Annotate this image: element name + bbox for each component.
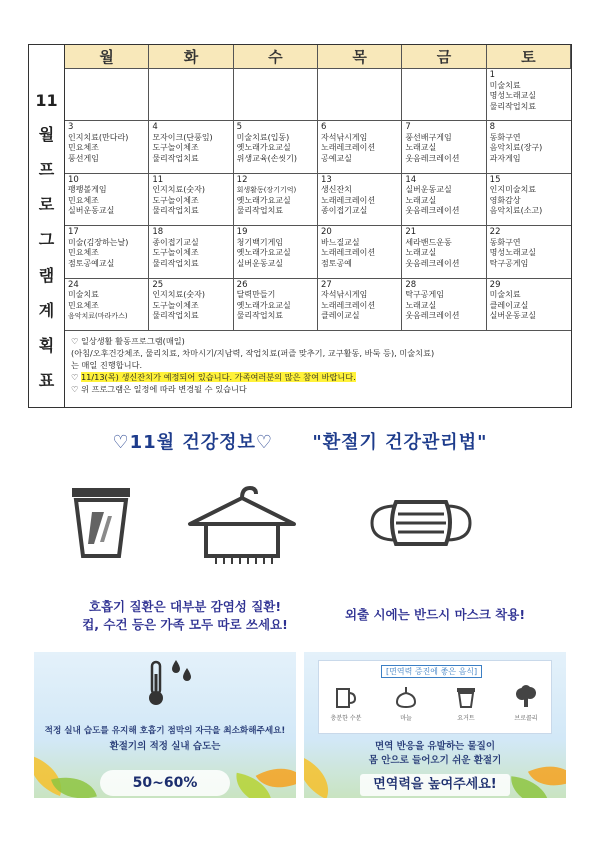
cell-date: 26 — [236, 279, 248, 290]
schedule-cell — [318, 226, 402, 278]
schedule-cell — [318, 69, 402, 121]
food-label: 마늘 — [400, 715, 412, 722]
cell-date: 28 — [405, 279, 417, 290]
activity-item: 도구놀이체조 — [152, 195, 199, 205]
schedule-cell — [149, 121, 233, 173]
schedule-notes — [65, 331, 571, 407]
side-char: 프 — [38, 160, 55, 180]
activity-item: 인지미술치료 — [489, 185, 537, 195]
schedule-cell — [402, 279, 486, 331]
cell-date: 21 — [405, 227, 417, 238]
activity-item: 종이접기교실 — [321, 206, 368, 216]
activity-item: 노래레크레이션 — [321, 143, 376, 153]
caption-line — [40, 616, 330, 634]
caption-separate-items — [40, 598, 330, 634]
side-char: 그 — [38, 230, 55, 250]
schedule-cell — [65, 121, 149, 173]
note-line: ♡ 위 프로그램은 일정에 따라 변경될 수 있습니다 — [71, 384, 247, 394]
cell-date: 5 — [236, 122, 243, 133]
cell-date: 22 — [489, 227, 501, 238]
activity-item: 노래교실 — [405, 195, 437, 205]
schedule-cell — [318, 121, 402, 173]
activity-item: 웃음레크레이션 — [405, 206, 460, 216]
activity-item: 노래교실 — [405, 248, 437, 258]
cell-date: 12 — [236, 174, 248, 185]
schedule-cell — [234, 121, 318, 173]
schedule-cell — [487, 174, 571, 226]
activity-item: 민요체조 — [68, 195, 99, 205]
schedule-grid — [65, 45, 571, 331]
activity-item: 클레이교실 — [321, 311, 360, 321]
yogurt-icon — [453, 685, 479, 709]
food-label: 충분한 수분 — [330, 715, 362, 722]
schedule-cell — [487, 279, 571, 331]
activity-item: 실버운동교실 — [405, 185, 452, 195]
schedule-cell — [149, 279, 233, 331]
activity-item: 인지치료(만다라) — [68, 132, 129, 142]
cell-date: 14 — [405, 174, 417, 185]
schedule-cell — [318, 279, 402, 331]
day-header: 화 — [149, 45, 233, 69]
activity-item: 노래교실 — [405, 143, 437, 153]
cell-date: 13 — [321, 174, 332, 185]
activity-item: 물리작업치료 — [152, 206, 199, 216]
schedule-cell — [487, 69, 571, 121]
activity-item: 공예교실 — [321, 153, 352, 163]
food-item — [441, 685, 491, 722]
activity-item: 영화감상 — [489, 195, 521, 205]
day-header: 수 — [234, 45, 318, 69]
cell-date: 1 — [489, 70, 496, 80]
cup-icon — [70, 486, 132, 558]
activity-item: 도구놀이체조 — [152, 143, 199, 153]
activity-item: 물리작업치료 — [236, 206, 284, 216]
garlic-icon — [393, 685, 419, 709]
note-line: 는 매일 진행합니다. — [71, 360, 143, 370]
caption-text: 컵, 수건 등은 가족 모두 따로 쓰세요! — [82, 617, 288, 632]
humidity-value: 50~60% — [100, 770, 230, 796]
side-char: 월 — [38, 125, 55, 145]
activity-item: 실버운동교실 — [489, 311, 537, 321]
schedule-cell — [487, 121, 571, 173]
food-item — [381, 685, 431, 722]
health-title-right: "환절기 건강관리법" — [312, 432, 488, 453]
schedule-cell — [402, 174, 486, 226]
immunity-cta: 면역력을 높여주세요! — [360, 774, 510, 796]
cell-date: 3 — [68, 122, 74, 133]
note-heart: ♡ — [71, 372, 81, 382]
activity-item: 달력만들기 — [236, 290, 276, 300]
activity-item: 웃음레크레이션 — [405, 258, 460, 268]
activity-item: 동화구연 — [489, 237, 521, 247]
activity-item: 옛노래가요교실 — [236, 195, 291, 205]
schedule-cell — [65, 69, 149, 121]
activity-item: 물리작업치료 — [152, 153, 199, 163]
day-header: 금 — [402, 45, 486, 69]
activity-item: 노래교실 — [405, 300, 437, 310]
cell-date: 7 — [405, 122, 411, 133]
activity-item: 청기백기게임 — [236, 237, 284, 247]
cell-date: 27 — [321, 279, 332, 290]
activity-item: 미술치료 — [68, 290, 99, 300]
humidity-text-1: 적정 실내 습도를 유지해 호흡기 점막의 자극을 최소화해주세요! — [44, 726, 286, 736]
activity-item: 바느질교실 — [321, 237, 360, 247]
cell-date: 8 — [489, 122, 496, 133]
activity-item: 점토공예교실 — [68, 258, 115, 268]
activity-item: 동화구연 — [489, 132, 521, 142]
cell-date: 17 — [68, 227, 79, 238]
activity-item: 과자게임 — [489, 153, 521, 163]
broccoli-icon — [513, 685, 539, 709]
activity-item: 명성노래교실 — [489, 91, 537, 100]
schedule-cell — [149, 174, 233, 226]
cell-date: 10 — [68, 174, 79, 185]
schedule-cell — [149, 69, 233, 121]
activity-item: 웃음레크레이션 — [405, 311, 460, 321]
program-schedule-table — [28, 44, 572, 408]
towel-on-hanger-icon — [186, 484, 298, 566]
caption-line — [40, 598, 330, 616]
humidity-panel — [34, 652, 296, 798]
schedule-cell — [318, 174, 402, 226]
schedule-cell — [149, 226, 233, 278]
activity-item: 자석낚시게임 — [321, 132, 368, 142]
immunity-text-2: 몸 안으로 들어오기 쉬운 환절기 — [368, 755, 502, 766]
activity-item: 미술치료 — [489, 290, 521, 300]
activity-item: 노래레크레이션 — [321, 195, 376, 205]
cell-date: 24 — [68, 279, 79, 290]
schedule-cell — [65, 279, 149, 331]
cell-date: 6 — [321, 122, 327, 133]
activity-item: 탁구공게임 — [405, 290, 444, 300]
caption-text: 호흡기 질환은 대부분 감염성 질환! — [88, 599, 282, 614]
activity-item: 팽팽볼게임 — [68, 185, 107, 195]
day-header: 월 — [65, 45, 149, 69]
activity-item: 인지치료(숫자) — [152, 290, 205, 300]
cell-date: 19 — [236, 227, 248, 238]
schedule-cell — [487, 226, 571, 278]
activity-item: 실버운동교실 — [236, 258, 284, 268]
activity-item: 도구놀이체조 — [152, 300, 199, 310]
activity-item: 물리작업치료 — [236, 311, 284, 321]
food-box — [318, 660, 552, 734]
side-char: 계 — [38, 300, 55, 320]
activity-item: 민요체조 — [68, 248, 99, 258]
activity-item: 물리작업치료 — [152, 258, 199, 268]
cell-date: 15 — [489, 174, 501, 185]
activity-item: 위생교육(손씻기) — [236, 153, 297, 163]
water-drops-icon — [170, 658, 194, 684]
activity-item: 음악치료(소고) — [489, 206, 543, 216]
schedule-cell — [234, 69, 318, 121]
side-char: 11 — [35, 91, 58, 111]
activity-item: 노래레크레이션 — [321, 248, 376, 258]
caption-mask: 외출 시에는 반드시 마스크 착용! — [344, 607, 526, 622]
schedule-cell — [402, 226, 486, 278]
activity-item: 웃음레크레이션 — [405, 153, 460, 163]
activity-item: 명성노래교실 — [489, 248, 537, 258]
immunity-text-1: 면역 반응을 유발하는 물질이 — [374, 741, 496, 752]
activity-item: 미술(김장하는날) — [68, 237, 129, 247]
birthday-notice: 11/13(목) 생신잔치가 예정되어 있습니다. 가족여러분의 많은 참여 바랍니다. — [80, 372, 356, 382]
activity-item: 물리작업치료 — [152, 311, 199, 321]
food-item — [501, 685, 551, 722]
activity-item: 인지치료(숫자) — [152, 185, 205, 195]
cell-date: 20 — [321, 227, 332, 238]
activity-item: 민요체조 — [68, 300, 99, 310]
activity-item: 종이접기교실 — [152, 237, 199, 247]
schedule-cell — [402, 121, 486, 173]
activity-item: 회생활동(장기기억) — [236, 186, 297, 195]
activity-item: 탁구공게임 — [489, 258, 529, 268]
schedule-cell — [65, 174, 149, 226]
humidity-text-2: 환절기의 적정 실내 습도는 — [109, 741, 221, 752]
activity-item: 미술치료 — [489, 80, 521, 90]
activity-item: 노래레크레이션 — [321, 300, 376, 310]
day-header: 목 — [318, 45, 402, 69]
schedule-side-title — [29, 45, 65, 407]
side-char: 램 — [38, 265, 55, 285]
activity-item: 음악치료(장구) — [489, 143, 543, 153]
schedule-cell — [402, 69, 486, 121]
food-box-header: [면역력 증진에 좋은 음식] — [381, 665, 482, 678]
activity-item: 실버운동교실 — [68, 206, 115, 216]
side-char: 로 — [38, 195, 55, 215]
activity-item: 옛노래가요교실 — [236, 143, 291, 153]
day-header: 토 — [487, 45, 571, 69]
cell-date: 29 — [489, 279, 501, 290]
note-line-highlighted — [71, 371, 565, 383]
note-line: ♡ 일상생활 활동프로그램(매일) — [71, 336, 185, 346]
activity-item: 도구놀이체조 — [152, 248, 199, 258]
side-char: 획 — [38, 335, 55, 355]
schedule-cell — [234, 174, 318, 226]
activity-item: 물리작업치료 — [489, 101, 537, 111]
cell-date: 11 — [152, 174, 164, 185]
activity-item: 미술치료(입동) — [236, 132, 290, 142]
activity-item: 옛노래가요교실 — [236, 248, 291, 258]
activity-item: 자석낚시게임 — [321, 290, 368, 300]
thermometer-icon — [144, 660, 168, 708]
schedule-cell — [234, 279, 318, 331]
activity-item: 모자이크(단풍잎) — [152, 132, 213, 142]
activity-item: 점토공예 — [321, 258, 352, 268]
cell-date: 25 — [152, 279, 164, 290]
cell-date: 4 — [152, 122, 158, 133]
note-line: (아침/오후건강체조, 물리치료, 차마시기/지남력, 작업치료(퍼즐 맞추기, 교구활동, 바둑 등), 미술치료) — [71, 348, 435, 358]
mask-icon — [368, 494, 474, 552]
activity-item: 풍선배구게임 — [405, 132, 452, 142]
schedule-cell — [65, 226, 149, 278]
health-info-title — [0, 428, 600, 454]
immunity-panel — [304, 652, 566, 798]
side-char: 표 — [38, 370, 55, 390]
food-item — [321, 685, 371, 722]
food-label: 브로콜리 — [514, 715, 538, 722]
water-pitcher-icon — [333, 685, 359, 709]
activity-item: 생신잔치 — [321, 185, 352, 195]
activity-item: 풍선게임 — [68, 153, 99, 163]
activity-item: 음악치료(마라카스) — [68, 312, 128, 321]
activity-item: 세라밴드운동 — [405, 237, 452, 247]
activity-item: 클레이교실 — [489, 300, 529, 310]
cell-date: 18 — [152, 227, 164, 238]
activity-item: 옛노래가요교실 — [236, 300, 291, 310]
food-label: 요거트 — [457, 715, 475, 722]
health-title-left: ♡11월 건강정보♡ — [112, 432, 274, 453]
schedule-cell — [234, 226, 318, 278]
activity-item: 민요체조 — [68, 143, 99, 153]
